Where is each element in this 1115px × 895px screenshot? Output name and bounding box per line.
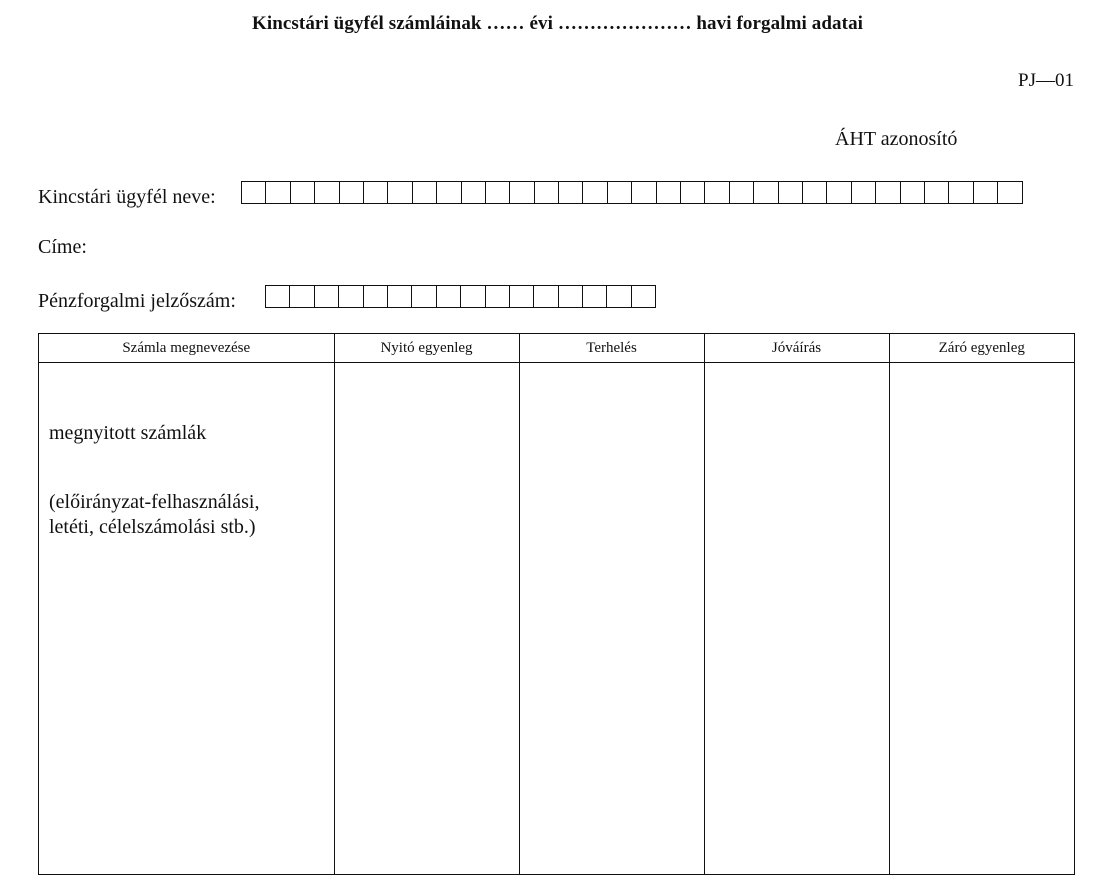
client-name-char-box[interactable]	[827, 182, 851, 203]
client-name-char-box[interactable]	[632, 182, 656, 203]
client-name-char-box[interactable]	[242, 182, 266, 203]
column-header-closing-balance: Záró egyenleg	[889, 334, 1074, 363]
client-name-char-box[interactable]	[437, 182, 461, 203]
account-number-char-box[interactable]	[534, 286, 558, 307]
client-name-char-box[interactable]	[852, 182, 876, 203]
client-name-char-box[interactable]	[413, 182, 437, 203]
account-number-char-box[interactable]	[266, 286, 290, 307]
client-name-char-box[interactable]	[291, 182, 315, 203]
client-name-char-box[interactable]	[779, 182, 803, 203]
client-name-char-box[interactable]	[486, 182, 510, 203]
client-name-label: Kincstári ügyfél neve:	[38, 186, 216, 208]
column-header-credit: Jóváírás	[704, 334, 889, 363]
client-name-char-box[interactable]	[949, 182, 973, 203]
client-name-char-box[interactable]	[803, 182, 827, 203]
client-name-char-box[interactable]	[876, 182, 900, 203]
account-number-char-box[interactable]	[607, 286, 631, 307]
client-name-char-box[interactable]	[974, 182, 998, 203]
opening-balance-cell[interactable]	[334, 363, 519, 875]
client-name-char-box[interactable]	[462, 182, 486, 203]
row-label-note-line2: letéti, célelszámolási stb.)	[49, 516, 256, 538]
row-label-opened-accounts: megnyitott számlák	[49, 422, 207, 444]
account-number-char-box[interactable]	[388, 286, 412, 307]
client-name-char-box[interactable]	[754, 182, 778, 203]
client-name-char-box[interactable]	[705, 182, 729, 203]
account-number-char-box[interactable]	[290, 286, 314, 307]
client-name-char-box[interactable]	[535, 182, 559, 203]
account-number-label: Pénzforgalmi jelzőszám:	[38, 290, 236, 312]
account-number-char-box[interactable]	[412, 286, 436, 307]
address-label: Címe:	[38, 236, 87, 258]
client-name-char-box[interactable]	[998, 182, 1022, 203]
account-number-char-box[interactable]	[583, 286, 607, 307]
client-name-char-box[interactable]	[510, 182, 534, 203]
account-number-char-box[interactable]	[632, 286, 656, 307]
client-name-char-box[interactable]	[315, 182, 339, 203]
client-name-char-box[interactable]	[681, 182, 705, 203]
table-row	[39, 363, 1074, 875]
client-name-char-box[interactable]	[340, 182, 364, 203]
client-name-char-box[interactable]	[364, 182, 388, 203]
closing-balance-cell[interactable]	[889, 363, 1074, 875]
client-name-char-box[interactable]	[583, 182, 607, 203]
debit-cell[interactable]	[519, 363, 704, 875]
account-name-cell	[39, 363, 334, 875]
client-name-char-box[interactable]	[730, 182, 754, 203]
client-name-char-box[interactable]	[266, 182, 290, 203]
account-number-char-box[interactable]	[315, 286, 339, 307]
column-header-debit: Terhelés	[519, 334, 704, 363]
client-name-char-box[interactable]	[608, 182, 632, 203]
column-header-account-name: Számla megnevezése	[39, 334, 334, 363]
client-name-char-box[interactable]	[901, 182, 925, 203]
account-number-char-box[interactable]	[461, 286, 485, 307]
client-name-boxes[interactable]	[241, 181, 1023, 204]
aht-id-label: ÁHT azonosító	[835, 128, 958, 150]
ledger-table	[38, 333, 1075, 875]
row-label-note-line1: (előirányzat-felhasználási,	[49, 491, 260, 513]
form-code: PJ—01	[1018, 70, 1074, 91]
account-number-boxes[interactable]	[265, 285, 656, 308]
account-number-char-box[interactable]	[339, 286, 363, 307]
account-number-char-box[interactable]	[486, 286, 510, 307]
form-title: Kincstári ügyfél számláinak …… évi ………………… havi forgalmi adatai	[251, 13, 864, 34]
account-number-char-box[interactable]	[510, 286, 534, 307]
credit-cell[interactable]	[704, 363, 889, 875]
client-name-char-box[interactable]	[657, 182, 681, 203]
client-name-char-box[interactable]	[388, 182, 412, 203]
client-name-char-box[interactable]	[925, 182, 949, 203]
account-number-char-box[interactable]	[559, 286, 583, 307]
account-number-char-box[interactable]	[364, 286, 388, 307]
account-number-char-box[interactable]	[437, 286, 461, 307]
column-header-opening-balance: Nyitó egyenleg	[334, 334, 519, 363]
client-name-char-box[interactable]	[559, 182, 583, 203]
